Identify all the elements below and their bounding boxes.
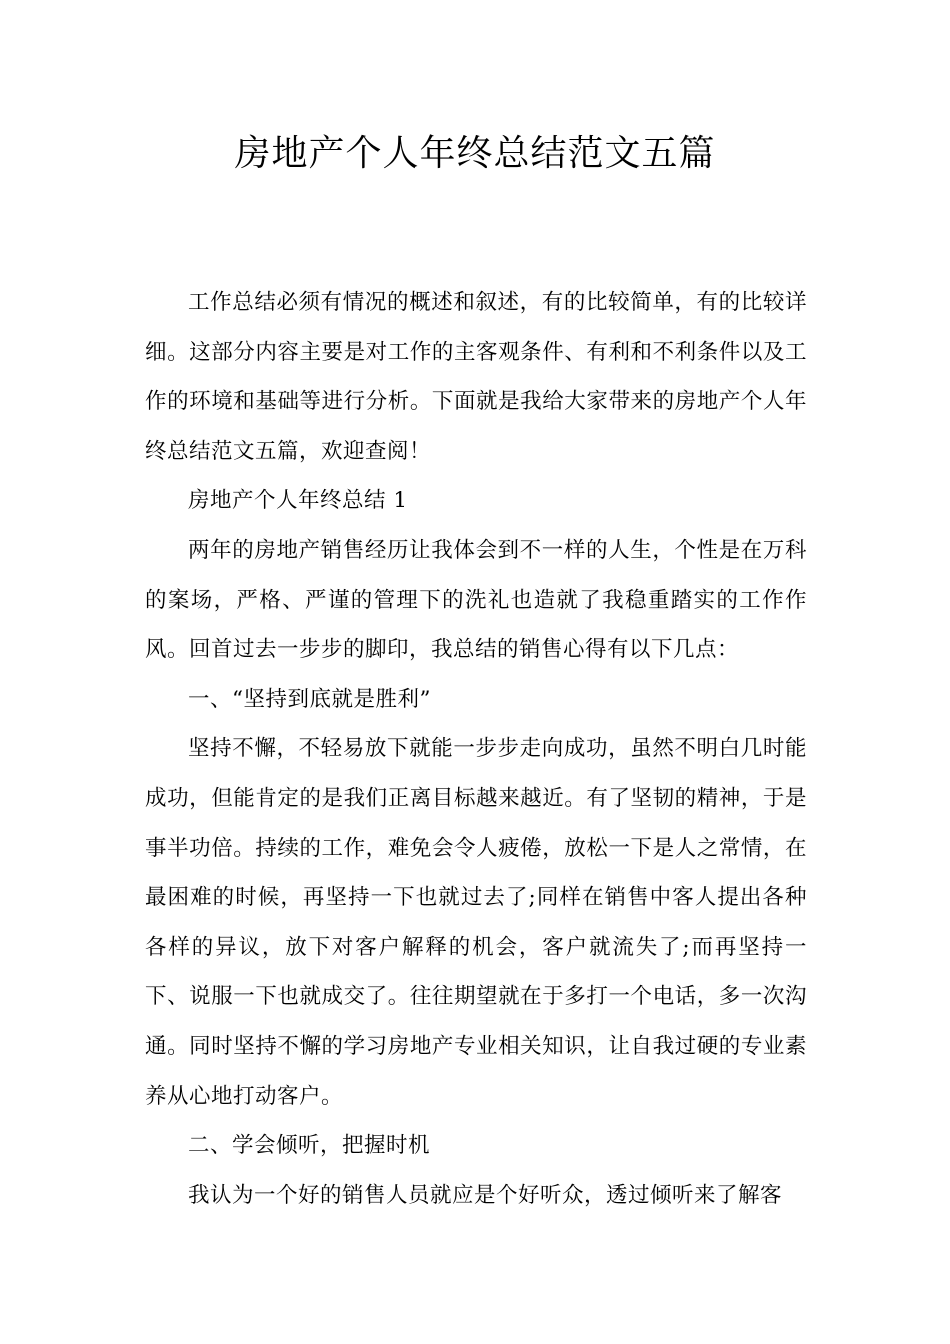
section-heading-1: 房地产个人年终总结 1 [188,488,408,514]
body-paragraph: 坚持不懈，不轻易放下就能一步步走向成功，虽然不明白几时能成功，但能肯定的是我们正离目标越来越近。有了坚韧的精神，于是事半功倍。持续的工作，难免会令人疲倦，放松一下是人之常情，在最困难的时候，再坚持一下也就过去了;同样在销售中客人提出各种各样的异议，放下对客户解释的机会，客户就流失了;而再坚持一下、说服一下也就成交了。往往期望就在于多打一个电话，多一次沟通。同时坚持不懈的学习房地产专业相关知识，让自我过硬的专业素养从心地打动客户。 [145,736,807,1109]
subsection-heading: 二、学会倾听，把握时机 [188,1133,431,1159]
document-title: 房地产个人年终总结范文五篇 [234,133,716,174]
intro-paragraph: 工作总结必须有情况的概述和叙述，有的比较简单，有的比较详细。这部分内容主要是对工作的主客观条件、有利和不利条件以及工作的环境和基础等进行分析。下面就是我给大家带来的房地产个人年终总结范文五篇，欢迎查阅！ [145,290,807,464]
body-paragraph: 我认为一个好的销售人员就应是个好听众，透过倾听来了解客 [188,1182,783,1208]
document-body [145,278,807,1220]
body-paragraph: 两年的房地产销售经历让我体会到不一样的人生，个性是在万科的案场，严格、严谨的管理下的洗礼也造就了我稳重踏实的工作作风。回首过去一步步的脚印，我总结的销售心得有以下几点： [145,537,807,663]
subsection-heading: 一、“坚持到底就是胜利” [188,686,431,712]
